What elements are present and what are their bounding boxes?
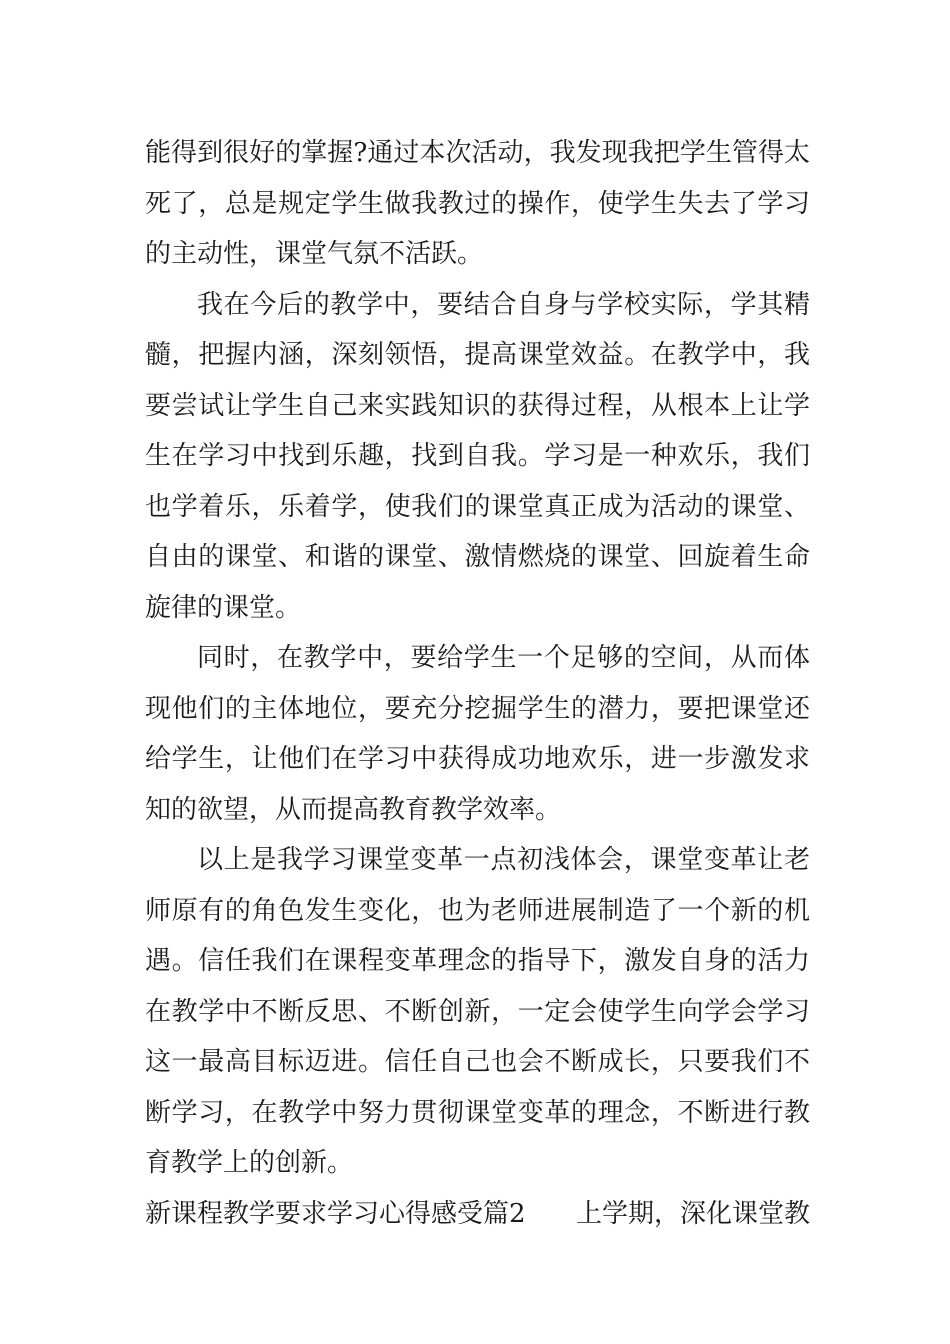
document-body xyxy=(145,128,810,1239)
text-line: 自由的课堂、和谐的课堂、激情燃烧的课堂、回旋着生命 xyxy=(145,542,810,572)
text-line: 育教学上的创新。 xyxy=(145,1148,354,1178)
section-start-text: 上学期，深化课堂教 xyxy=(575,1198,810,1229)
text-line: 我在今后的教学中，要结合自身与学校实际，学其精 xyxy=(197,289,810,320)
text-line: 知的欲望，从而提高教育教学效率。 xyxy=(145,794,562,825)
paragraph-1 xyxy=(145,128,810,280)
text-line: 断学习，在教学中努力贯彻课堂变革的理念，不断进行教 xyxy=(145,1097,810,1128)
paragraph-2 xyxy=(145,280,810,634)
text-line: 以上是我学习课堂变革一点初浅体会，课堂变革让老 xyxy=(197,845,810,875)
text-line: 师原有的角色发生变化，也为老师进展制造了一个新的机 xyxy=(145,895,810,926)
text-line: 髓，把握内涵，深刻领悟，提高课堂效益。在教学中，我 xyxy=(145,340,810,370)
section-heading-line xyxy=(145,1189,810,1240)
text-line: 的主动性，课堂气氛不活跃。 xyxy=(145,239,484,269)
paragraph-4 xyxy=(145,835,810,1189)
text-line: 在教学中不断反思、不断创新，一定会使学生向学会学习 xyxy=(145,996,810,1027)
text-line: 死了，总是规定学生做我教过的操作，使学生失去了学习 xyxy=(145,188,810,219)
text-line: 遇。信任我们在课程变革理念的指导下，激发自身的活力 xyxy=(145,946,810,976)
paragraph-3 xyxy=(145,633,810,835)
section-heading: 新课程教学要求学习心得感受篇2 xyxy=(145,1198,526,1229)
text-line: 同时，在教学中，要给学生一个足够的空间，从而体 xyxy=(197,643,810,673)
text-line: 也学着乐，乐着学，使我们的课堂真正成为活动的课堂、 xyxy=(145,491,810,522)
text-line: 旋律的课堂。 xyxy=(145,592,302,623)
text-line: 能得到很好的掌握?通过本次活动，我发现我把学生管得太 xyxy=(145,138,810,168)
text-line: 现他们的主体地位，要充分挖掘学生的潜力，要把课堂还 xyxy=(145,693,810,724)
text-line: 给学生，让他们在学习中获得成功地欢乐，进一步激发求 xyxy=(145,744,810,774)
text-line: 这一最高目标迈进。信任自己也会不断成长，只要我们不 xyxy=(145,1047,810,1077)
text-line: 生在学习中找到乐趣，找到自我。学习是一种欢乐，我们 xyxy=(145,441,810,471)
text-line: 要尝试让学生自己来实践知识的获得过程，从根本上让学 xyxy=(145,390,810,421)
